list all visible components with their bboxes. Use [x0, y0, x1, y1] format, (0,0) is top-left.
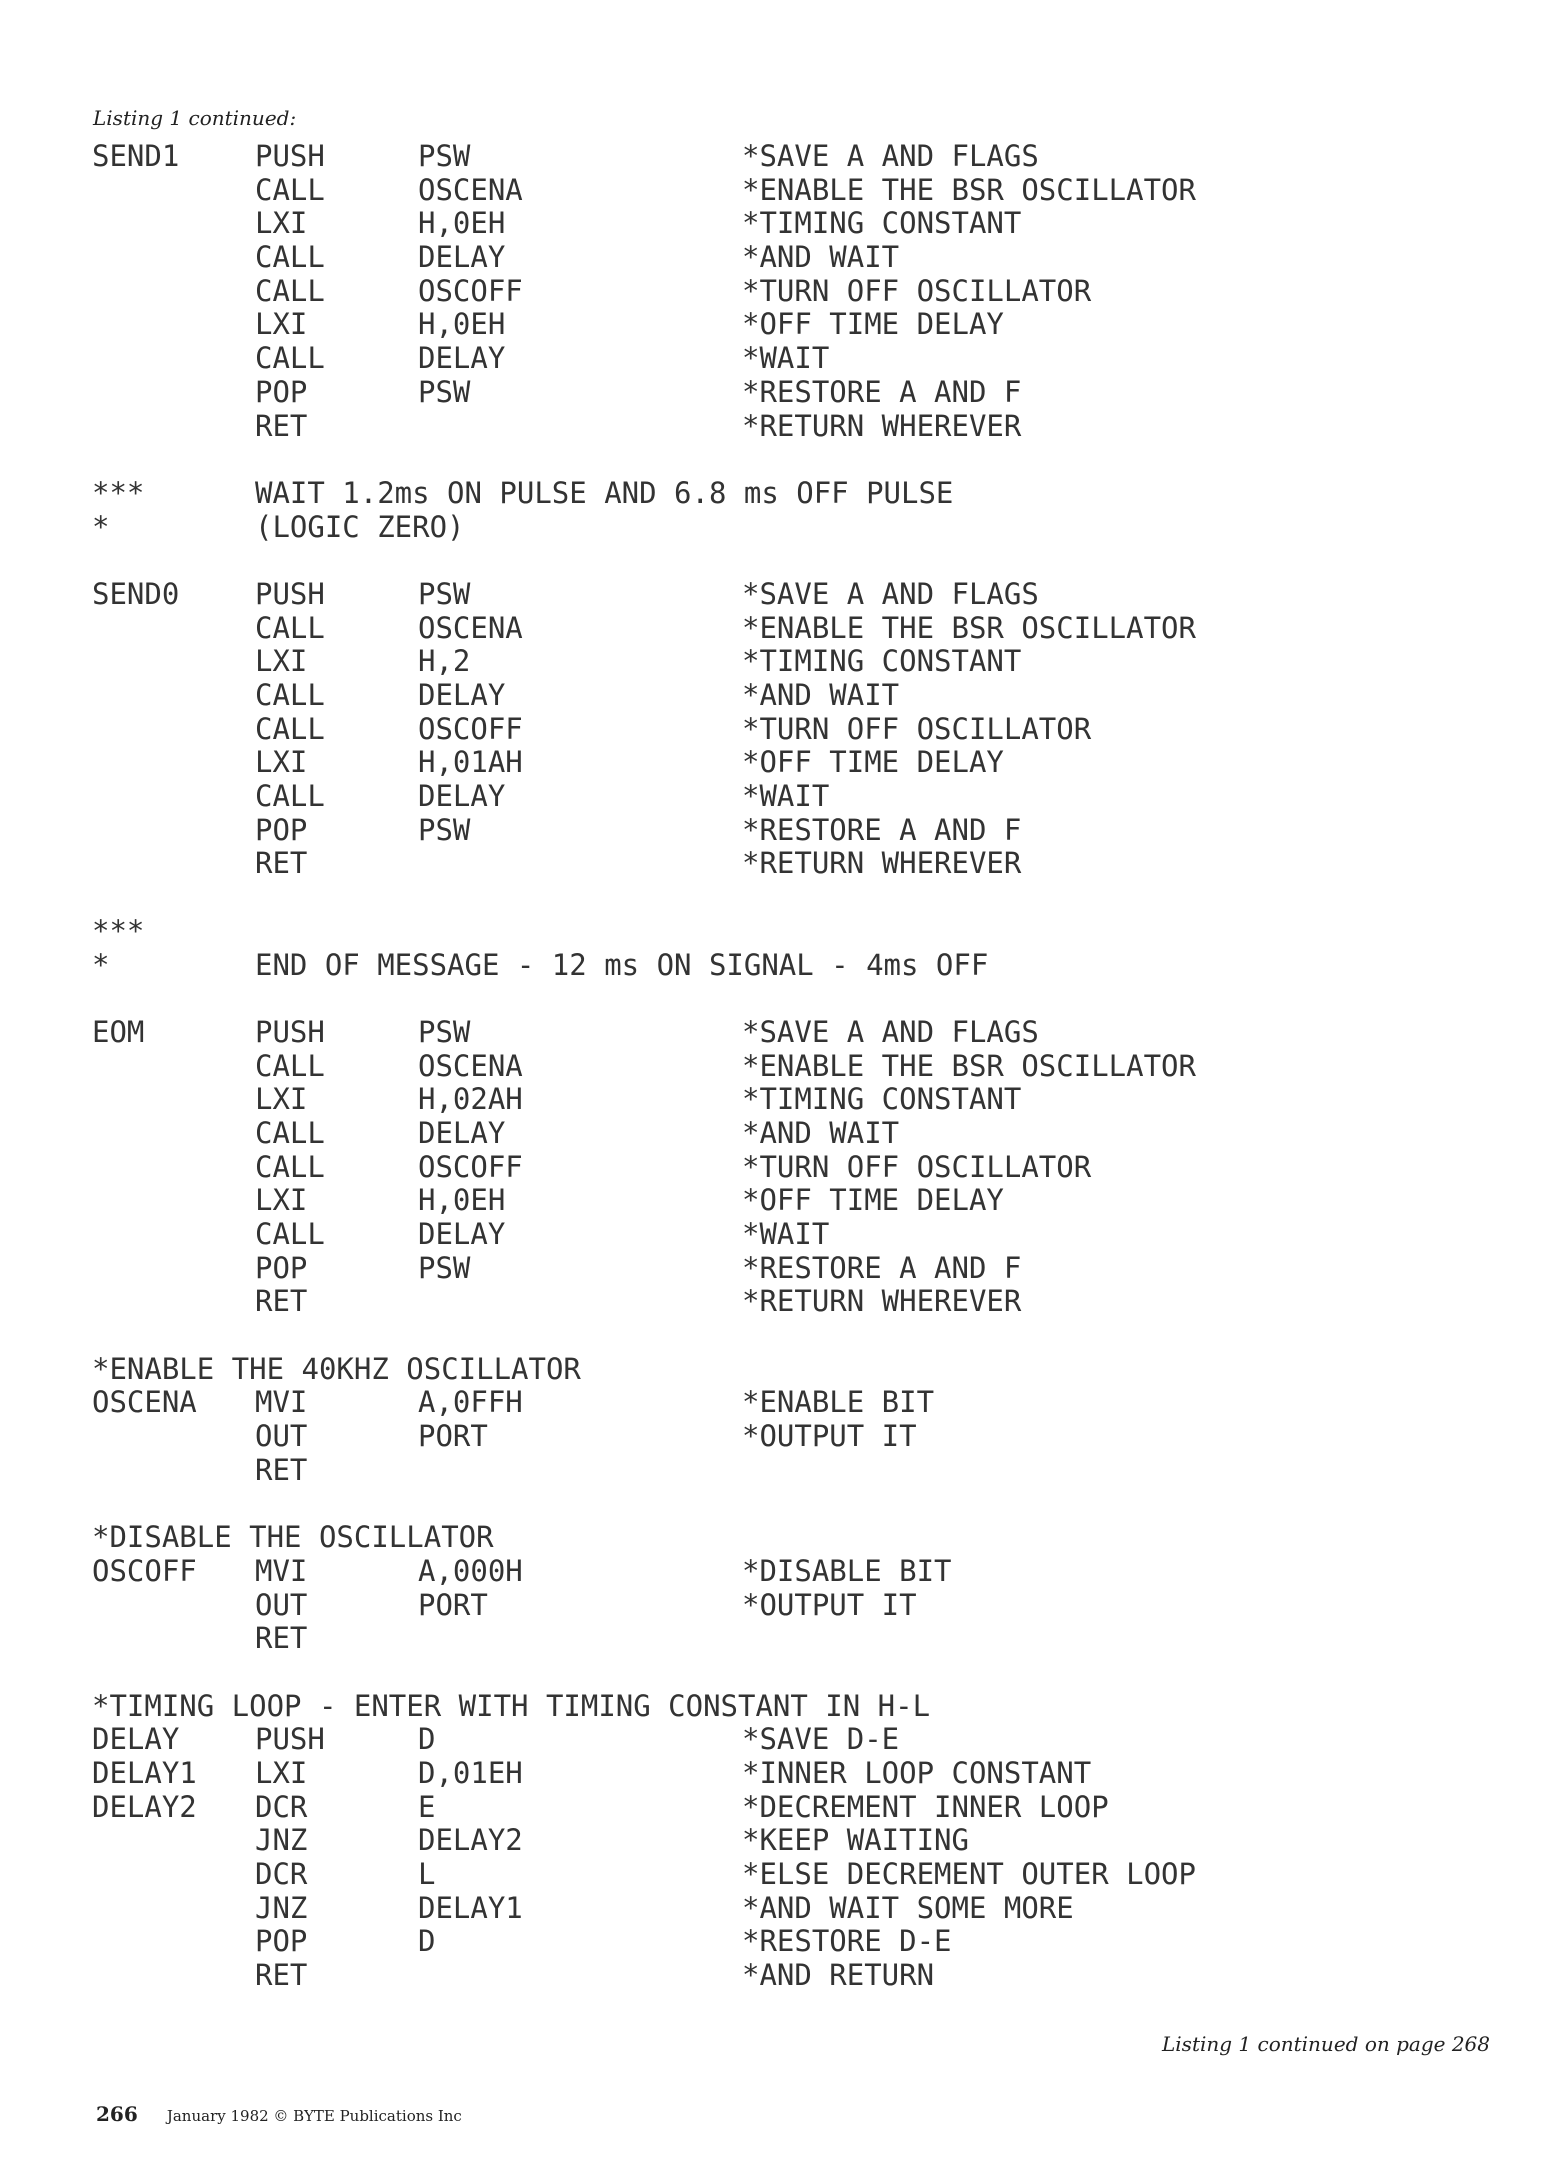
code-opcode: MVI [255, 1553, 308, 1588]
code-opcode: CALL [255, 1149, 325, 1184]
code-operand: DELAY [418, 1115, 506, 1150]
code-line [92, 1420, 1472, 1454]
code-comment: *INNER LOOP CONSTANT [742, 1756, 1092, 1790]
code-comment: *RETURN WHEREVER [742, 408, 1022, 443]
code-line [92, 881, 1472, 915]
code-operand: D [418, 1924, 436, 1959]
code-operand: DELAY [418, 240, 506, 275]
code-label: EOM [92, 1014, 145, 1049]
code-operand: H,01AH [418, 745, 523, 780]
code-line [92, 1117, 1472, 1151]
code-label: DELAY1 [92, 1756, 197, 1790]
code-comment: *AND WAIT [742, 1115, 900, 1150]
code-operand: PSW [418, 1014, 471, 1049]
code-operand: E [418, 1789, 436, 1824]
code-comment: *AND WAIT [742, 240, 900, 275]
code-opcode: LXI [255, 206, 308, 241]
code-label: * [92, 947, 110, 982]
code-label: *** [92, 475, 145, 510]
code-comment: *OUTPUT IT [742, 1587, 917, 1622]
code-operand: PSW [418, 576, 471, 611]
page-number: 266 [96, 2102, 138, 2126]
code-line [92, 1858, 1472, 1892]
code-opcode: PUSH [255, 1014, 325, 1049]
code-comment: *OFF TIME DELAY [742, 307, 1004, 342]
code-line [92, 1521, 1472, 1555]
code-line [92, 713, 1472, 747]
code-comment: *OFF TIME DELAY [742, 745, 1004, 780]
code-comment: *DISABLE BIT [742, 1553, 952, 1588]
code-opcode: JNZ [255, 1890, 308, 1925]
code-line [92, 1386, 1472, 1420]
code-opcode: MVI [255, 1385, 308, 1420]
code-opcode: LXI [255, 1756, 308, 1790]
code-line [92, 443, 1472, 477]
code-line [92, 1285, 1472, 1319]
code-opcode: LXI [255, 745, 308, 780]
code-opcode: RET [255, 846, 308, 881]
code-opcode: PUSH [255, 576, 325, 611]
code-opcode: PUSH [255, 1722, 325, 1757]
code-line [92, 1050, 1472, 1084]
code-line [92, 308, 1472, 342]
code-operand: H,0EH [418, 307, 506, 342]
code-opcode: CALL [255, 1048, 325, 1083]
code-operand: OSCENA [418, 610, 523, 645]
code-comment: *TURN OFF OSCILLATOR [742, 273, 1092, 308]
code-opcode: POP [255, 374, 308, 409]
code-comment: *AND RETURN [742, 1958, 935, 1993]
code-line [92, 1488, 1472, 1522]
code-operand: H,0EH [418, 1183, 506, 1218]
code-line [92, 1319, 1472, 1353]
code-label: DELAY2 [92, 1789, 197, 1824]
code-comment: *SAVE A AND FLAGS [742, 576, 1039, 611]
code-line [92, 612, 1472, 646]
code-line [92, 1016, 1472, 1050]
code-comment: *ENABLE BIT [742, 1385, 935, 1420]
code-line [92, 1622, 1472, 1656]
code-opcode: CALL [255, 1115, 325, 1150]
code-opcode: CALL [255, 273, 325, 308]
code-operand: PORT [418, 1587, 488, 1622]
code-line [92, 1151, 1472, 1185]
code-opcode: POP [255, 1924, 308, 1959]
code-comment: *RESTORE D-E [742, 1924, 952, 1959]
code-line [92, 342, 1472, 376]
code-comment: END OF MESSAGE - 12 ms ON SIGNAL - 4ms OFF [255, 947, 989, 982]
code-comment: *RESTORE A AND F [742, 374, 1022, 409]
code-comment: *TIMING CONSTANT [742, 644, 1022, 679]
code-comment: *TURN OFF OSCILLATOR [742, 711, 1092, 746]
code-line [92, 410, 1472, 444]
listing-heading: Listing 1 continued: [93, 106, 297, 130]
code-line [92, 511, 1472, 545]
code-line [92, 746, 1472, 780]
code-line [92, 578, 1472, 612]
code-operand: DELAY [418, 678, 506, 712]
code-line [92, 1589, 1472, 1623]
code-line [92, 544, 1472, 578]
code-line [92, 1252, 1472, 1286]
code-comment: *DECREMENT INNER LOOP [742, 1789, 1109, 1824]
code-opcode: CALL [255, 678, 325, 712]
code-line [92, 376, 1472, 410]
code-opcode: LXI [255, 1082, 308, 1117]
code-opcode: POP [255, 812, 308, 847]
code-line [92, 207, 1472, 241]
code-opcode: RET [255, 1284, 308, 1319]
code-line [92, 1723, 1472, 1757]
code-operand: L [418, 1857, 436, 1892]
code-operand: OSCENA [418, 172, 523, 207]
code-comment: *OUTPUT IT [742, 1419, 917, 1454]
code-opcode: PUSH [255, 139, 325, 173]
code-operand: PORT [418, 1419, 488, 1454]
code-comment: *RESTORE A AND F [742, 1250, 1022, 1285]
code-comment: WAIT 1.2ms ON PULSE AND 6.8 ms OFF PULSE [255, 475, 954, 510]
code-line [92, 140, 1472, 174]
code-opcode: CALL [255, 711, 325, 746]
code-label: DELAY [92, 1722, 180, 1757]
code-line [92, 915, 1472, 949]
code-line [92, 1184, 1472, 1218]
code-label: * [92, 509, 110, 544]
code-opcode: OUT [255, 1419, 308, 1454]
code-line [92, 1824, 1472, 1858]
code-label: *DISABLE THE OSCILLATOR [92, 1520, 494, 1555]
code-line [92, 1757, 1472, 1791]
code-opcode: CALL [255, 240, 325, 275]
code-operand: DELAY2 [418, 1823, 523, 1858]
code-line [92, 1083, 1472, 1117]
code-comment: *WAIT [742, 341, 830, 376]
code-line [92, 1218, 1472, 1252]
code-line [92, 1656, 1472, 1690]
code-line [92, 949, 1472, 983]
code-line [92, 174, 1472, 208]
code-label: *TIMING LOOP - ENTER WITH TIMING CONSTANT IN H-L [92, 1688, 931, 1723]
code-opcode: CALL [255, 779, 325, 814]
continued-note: Listing 1 continued on page 268 [1162, 2032, 1490, 2056]
code-operand: DELAY1 [418, 1890, 523, 1925]
code-comment: *KEEP WAITING [742, 1823, 969, 1858]
code-opcode: LXI [255, 644, 308, 679]
code-line [92, 679, 1472, 713]
code-comment: *SAVE D-E [742, 1722, 900, 1757]
code-label: OSCENA [92, 1385, 197, 1420]
code-comment: (LOGIC ZERO) [255, 509, 465, 544]
code-operand: D,01EH [418, 1756, 523, 1790]
code-opcode: RET [255, 1452, 308, 1487]
page-footer [96, 2102, 462, 2126]
code-opcode: RET [255, 1621, 308, 1656]
code-operand: OSCOFF [418, 711, 523, 746]
code-operand: DELAY [418, 1217, 506, 1251]
code-line [92, 1690, 1472, 1724]
code-label: SEND0 [92, 576, 180, 611]
code-opcode: RET [255, 1958, 308, 1993]
code-line [92, 1959, 1472, 1993]
code-line [92, 982, 1472, 1016]
code-opcode: CALL [255, 172, 325, 207]
code-label: *** [92, 913, 145, 948]
code-opcode: RET [255, 408, 308, 443]
code-line [92, 477, 1472, 511]
code-comment: *SAVE A AND FLAGS [742, 139, 1039, 173]
code-operand: DELAY [418, 779, 506, 814]
code-operand: PSW [418, 1250, 471, 1285]
publication-line: January 1982 © BYTE Publications Inc [166, 2107, 462, 2125]
code-opcode: OUT [255, 1587, 308, 1622]
code-operand: A,0FFH [418, 1385, 523, 1420]
code-listing [92, 140, 1472, 1993]
code-comment: *SAVE A AND FLAGS [742, 1014, 1039, 1049]
code-operand: OSCOFF [418, 273, 523, 308]
code-comment: *TURN OFF OSCILLATOR [742, 1149, 1092, 1184]
code-operand: PSW [418, 374, 471, 409]
code-opcode: DCR [255, 1789, 308, 1824]
code-line [92, 1791, 1472, 1825]
code-operand: OSCOFF [418, 1149, 523, 1184]
code-operand: H,0EH [418, 206, 506, 241]
code-operand: PSW [418, 139, 471, 173]
code-comment: *RESTORE A AND F [742, 812, 1022, 847]
code-comment: *WAIT [742, 779, 830, 814]
code-line [92, 780, 1472, 814]
code-opcode: POP [255, 1250, 308, 1285]
code-comment: *ELSE DECREMENT OUTER LOOP [742, 1857, 1196, 1892]
code-opcode: JNZ [255, 1823, 308, 1858]
code-opcode: CALL [255, 610, 325, 645]
code-opcode: LXI [255, 1183, 308, 1218]
code-comment: *ENABLE THE BSR OSCILLATOR [742, 610, 1196, 645]
code-line [92, 1454, 1472, 1488]
code-line [92, 847, 1472, 881]
code-operand: H,02AH [418, 1082, 523, 1117]
code-opcode: LXI [255, 307, 308, 342]
code-comment: *RETURN WHEREVER [742, 846, 1022, 881]
code-operand: DELAY [418, 341, 506, 376]
code-line [92, 1555, 1472, 1589]
code-comment: *WAIT [742, 1217, 830, 1251]
code-operand: PSW [418, 812, 471, 847]
code-line [92, 241, 1472, 275]
code-label: *ENABLE THE 40KHZ OSCILLATOR [92, 1351, 581, 1386]
code-operand: D [418, 1722, 436, 1757]
code-line [92, 814, 1472, 848]
code-comment: *OFF TIME DELAY [742, 1183, 1004, 1218]
code-opcode: CALL [255, 341, 325, 376]
code-line [92, 1925, 1472, 1959]
code-comment: *ENABLE THE BSR OSCILLATOR [742, 1048, 1196, 1083]
code-line [92, 645, 1472, 679]
code-comment: *RETURN WHEREVER [742, 1284, 1022, 1319]
code-operand: H,2 [418, 644, 471, 679]
code-opcode: CALL [255, 1217, 325, 1251]
code-comment: *TIMING CONSTANT [742, 206, 1022, 241]
code-opcode: DCR [255, 1857, 308, 1892]
code-label: OSCOFF [92, 1553, 197, 1588]
code-label: SEND1 [92, 139, 180, 173]
code-line [92, 1353, 1472, 1387]
code-comment: *AND WAIT [742, 678, 900, 712]
code-comment: *ENABLE THE BSR OSCILLATOR [742, 172, 1196, 207]
code-operand: A,000H [418, 1553, 523, 1588]
code-comment: *TIMING CONSTANT [742, 1082, 1022, 1117]
code-line [92, 1892, 1472, 1926]
code-line [92, 275, 1472, 309]
code-operand: OSCENA [418, 1048, 523, 1083]
code-comment: *AND WAIT SOME MORE [742, 1890, 1074, 1925]
